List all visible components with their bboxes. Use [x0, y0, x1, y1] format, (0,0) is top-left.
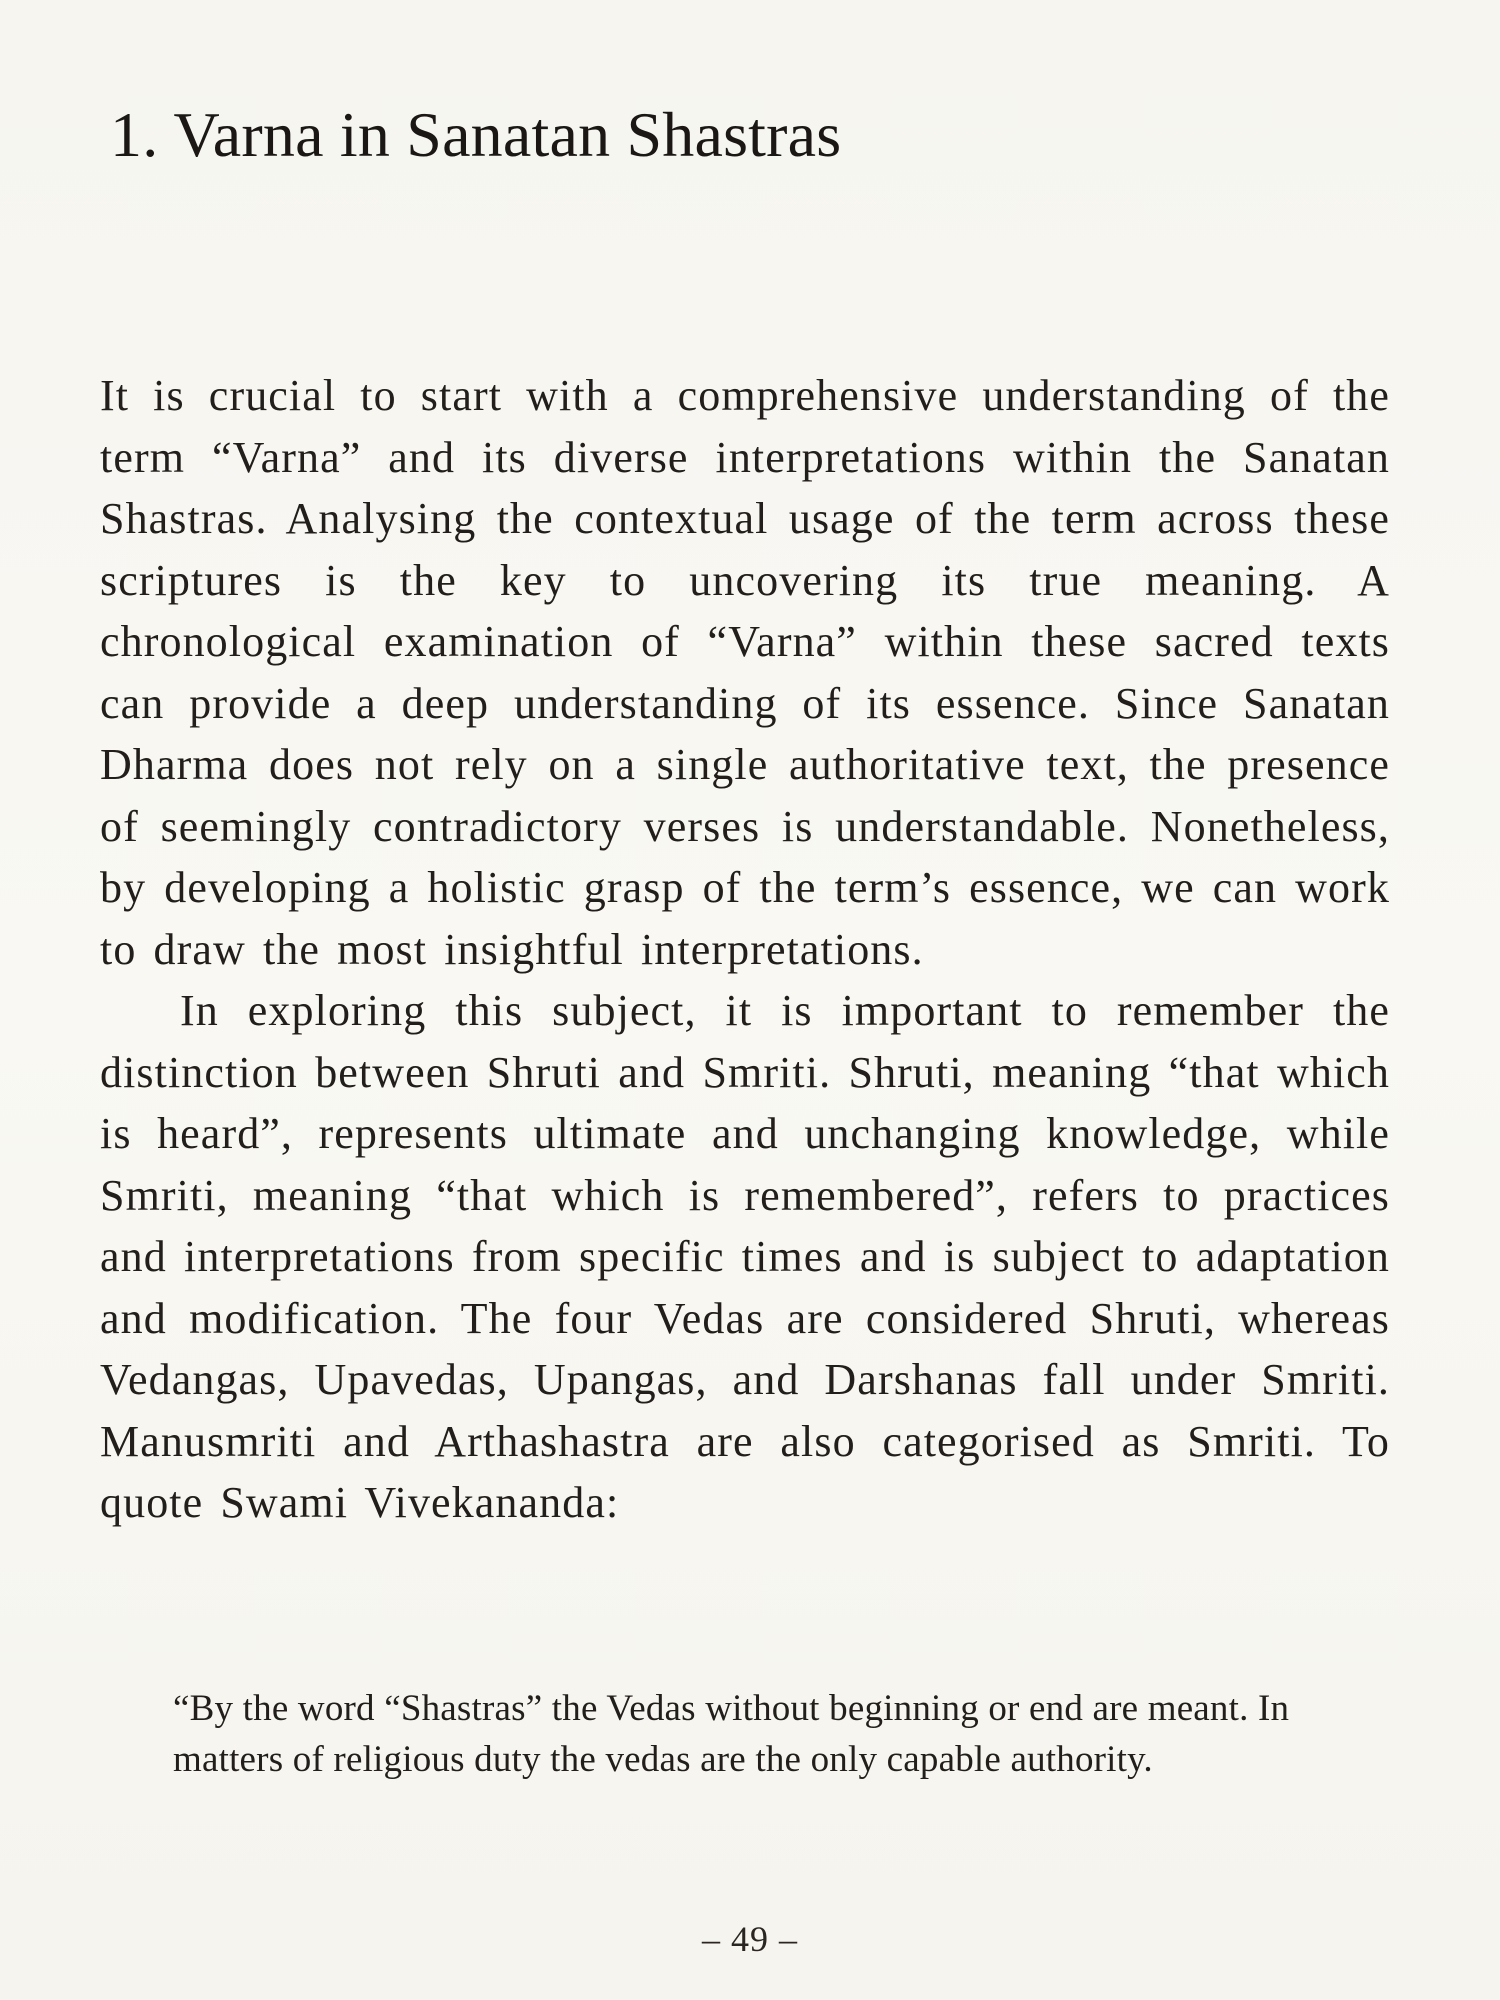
- body-text: [100, 365, 1390, 1534]
- paragraph-2: In exploring this subject, it is important to remember the distinction between Shruti and Smriti. Shruti, meaning “that which is heard”, represents ultimate and unchanging knowledge, while Smriti, meaning “that which is remembered”, refers to practices and interpretations from specific times and is subject to adaptation and modification. The four Vedas are considered Shruti, whereas Vedangas, Upavedas, Upangas, and Darshanas fall under Smriti. Manusmriti and Arthashastra are also categorised as Smriti. To quote Swami Vivekananda:: [100, 986, 1390, 1527]
- page-number: – 49 –: [702, 1919, 798, 1959]
- paragraph-1: It is crucial to start with a comprehensive understanding of the term “Varna” and its diverse interpretations within the Sanatan Shastras. Analysing the contextual usage of the term across these scriptures is the key to uncovering its true meaning. A chronological examination of “Varna” within these sacred texts can provide a deep understanding of its essence. Since Sanatan Dharma does not rely on a single authoritative text, the presence of seemingly contradictory verses is understandable. Nonetheless, by developing a holistic grasp of the term’s essence, we can work to draw the most insightful interpretations.: [100, 371, 1390, 974]
- chapter-heading: 1. Varna in Sanatan Shastras: [110, 99, 842, 170]
- block-quote: “By the word “Shastras” the Vedas without beginning or end are meant. In matters of religious duty the vedas are the only capable authority.: [173, 1688, 1290, 1780]
